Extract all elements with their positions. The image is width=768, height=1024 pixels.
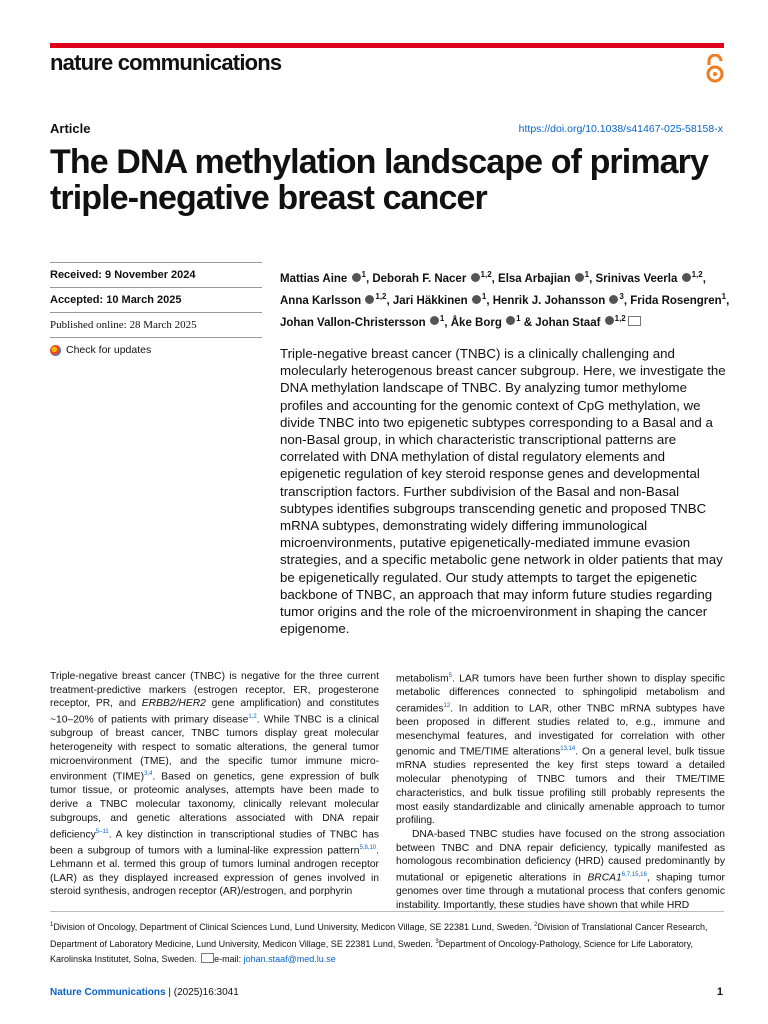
email-icon[interactable] [628, 316, 641, 326]
author-name[interactable]: Elsa Arbajian [498, 272, 571, 285]
orcid-icon[interactable] [472, 295, 481, 304]
author-name[interactable]: Frida Rosengren [630, 294, 722, 307]
author-name[interactable]: Mattias Aine [280, 272, 348, 285]
author-name[interactable]: Johan Vallon-Christersson [280, 316, 426, 329]
author-name[interactable]: Deborah F. Nacer [372, 272, 467, 285]
orcid-icon[interactable] [609, 295, 618, 304]
author-name[interactable]: Jari Häkkinen [392, 294, 468, 307]
author-affiliation: 1,2 [375, 291, 387, 301]
body-column-left [50, 670, 379, 899]
orcid-icon[interactable] [605, 316, 614, 325]
author-affiliation: 1 [481, 291, 487, 301]
body-column-right [396, 670, 725, 913]
orcid-icon[interactable] [352, 273, 361, 282]
author-name[interactable]: Anna Karlsson [280, 294, 362, 307]
email-link[interactable]: johan.staaf@med.lu.se [243, 954, 336, 964]
open-access-icon [704, 54, 726, 84]
reference-link[interactable]: 6,7,15,16 [621, 872, 647, 879]
reference-link[interactable]: 3,4 [144, 771, 153, 778]
reference-link[interactable]: 5–11 [95, 828, 109, 835]
author-affiliation: 1,2 [614, 313, 626, 323]
author-name[interactable]: Henrik J. Johansson [492, 294, 606, 307]
check-updates-icon [50, 345, 61, 356]
author-name[interactable]: Srinivas Veerla [595, 272, 678, 285]
author-affiliation: 3 [619, 291, 624, 301]
check-updates-label: Check for updates [66, 344, 152, 356]
author-affiliation: 1 [439, 313, 445, 323]
article-type-label: Article [50, 121, 91, 136]
author-affiliation: 1,2 [691, 270, 703, 279]
header-rule [50, 43, 724, 48]
author-affiliation: 1 [721, 291, 727, 301]
received-date: Received: 9 November 2024 [50, 262, 262, 288]
orcid-icon[interactable] [682, 273, 691, 282]
reference-link[interactable]: 5 [448, 673, 452, 679]
email-icon [201, 953, 214, 963]
author-affiliation: 1 [361, 270, 366, 279]
body-paragraph: Triple-negative breast cancer (TNBC) is negative for the three current treatment-predictive markers (estrogen receptor, ER, progesterone receptor, PR, and ERBB2/HER2 gene amplification) and constitutes ~10–20% of patients with primary disease$^{1,2}$. While TNBC is a clinical subgroup of breast cancer, TNBC tumors display great molecular heterogeneity with respect to somatic alterations, the general tumor microenvironment (TME), and the specific tumor immune micro-environment (TIME)$^{3,4}$. Based on genetics, gene expression of bulk tumor tissue, or proteomic analyses, attempts have been made to derive a TNBC molecular taxonomy, clinically relevant molecular subgroups, and genetic alterations associated with DNA repair deficiency$^{5-11}$. A key distinction in transcriptional studies of TNBC has been a subgroup of tumors with a luminal-like expression pattern$^{5,8,10}$. Lehmann et al. termed this group of tumors luminal androgen receptor (LAR) as they displayed increased expression of genes involved in steroid synthesis, androgen receptor (AR)/estrogen, and porphyrin [50, 671, 379, 898]
orcid-icon[interactable] [365, 295, 374, 304]
author-name[interactable]: Johan Staaf [535, 316, 601, 329]
doi-link[interactable]: https://doi.org/10.1038/s41467-025-58158-x [518, 123, 723, 135]
author-affiliation: 1 [584, 270, 590, 279]
abstract: Triple-negative breast cancer (TNBC) is a clinically challenging and molecularly heterogenous breast cancer subgroup. Here, we investigate the DNA methylation landscape of TNBC. By analyzing tumor methylome profiles and accounting for the genomic context of CpG methylation, we divide TNBC into two epigenetic subtypes corresponding to a Basal and a non-Basal group, in which characteristic transcriptional patterns are correlated with DNA methylation of distal regulatory elements and epigenetic regulation of key steroid response genes and developmental transcription factors. Further subdivision of the Basal and non-Basal subtypes identifies subgroups transcending genetic and proposed TNBC mRNA subtypes, demonstrating widely differing immunological microenvironments, putative epigenetically-mediated immune evasion strategies, and a specific metabolic gene network in older patients that may be epigenetically regulated. Our study attempts to target the epigenetic backbone of TNBC, an approach that may inform future studies regarding tumor origins and the role of the microenvironment in shaping the cancer epigenome. [280, 346, 726, 637]
reference-link[interactable]: 1,2 [248, 714, 257, 721]
journal-name[interactable]: nature communications [50, 50, 282, 75]
reference-link[interactable]: 5,8,10 [359, 844, 377, 851]
accepted-date: Accepted: 10 March 2025 [50, 288, 262, 313]
author-list: Mattias Aine $^1$, Deborah F. Nacer $^{1,2}$, Elsa Arbajian $^1$, Srinivas Veerla $^{1,2}$, Anna Karlsson $^{1,2}$, Jari Häkkinen $^1$, Henrik J. Johansson $^3$, Frida Rosengren$^1$, Johan Vallon-Christersson $^1$, Åke Borg $^1$ & Johan Staaf $^{1,2}$ [280, 270, 730, 329]
footer-journal-link[interactable]: Nature Communications [50, 987, 166, 998]
footer-citation: Nature Communications | (2025)16:3041 [50, 987, 239, 998]
affiliation-divider [50, 911, 724, 912]
check-for-updates-button[interactable] [50, 338, 262, 362]
reference-link[interactable]: 13,14 [560, 746, 576, 753]
orcid-icon[interactable] [430, 316, 439, 325]
page-number: 1 [716, 986, 723, 998]
affiliations: $^1$Division of Oncology, Department of Clinical Sciences Lund, Lund University, Medicon Village, SE 22381 Lund, Sweden. $^2$Division of Translational Cancer Research, Department of Laboratory Medicine, Lund University, Medicon Village, SE 22381 Lund, Sweden. $^3$Department of Oncology-Pathology, Science for Life Laboratory, Karolinska Institutet, Solna, Sweden. e-mail: johan.staaf@med.lu.se [50, 922, 708, 964]
body-paragraph: DNA-based TNBC studies have focused on the strong association between TNBC and DNA repair deficiency, typically manifested as homologous recombination deficiency (HRD) caused predominantly by mutational or epigenetic alterations in BRCA1$^{6,7,15,16}$, shaping tumor genomes over time through a mutational process that confers genomic instability. Importantly, these studies have shown that while HRD [396, 829, 725, 911]
article-title: The DNA methylation landscape of primary triple-negative breast cancer [50, 143, 708, 217]
article-dates [50, 262, 262, 362]
author-affiliation: 1 [516, 313, 521, 323]
author-name[interactable]: Åke Borg [450, 316, 502, 329]
orcid-icon[interactable] [506, 316, 515, 325]
orcid-icon[interactable] [471, 273, 480, 282]
author-affiliation: 1,2 [480, 270, 492, 279]
body-paragraph: metabolism$^5$. LAR tumors have been further shown to display specific metabolic differences connected to sphingolipid metabolism and ceramides$^{12}$. In addition to LAR, other TNBC mRNA subtypes have been proposed in different studies related to, e.g., immune and mesenchymal features, and investigated for correlation with other genomic and TME/TIME alterations$^{13,14}$. On a general level, bulk tissue mRNA studies represented the key first steps toward a detailed molecular phenotyping of TNBC tumors and their TME/TIME characteristics, and bulk tissue profiling still probably represents the most easily standardizable and clinically amenable approach to tumor profiling. [396, 673, 725, 827]
published-date: Published online: 28 March 2025 [50, 313, 262, 338]
reference-link[interactable]: 12 [443, 702, 451, 709]
orcid-icon[interactable] [575, 273, 584, 282]
